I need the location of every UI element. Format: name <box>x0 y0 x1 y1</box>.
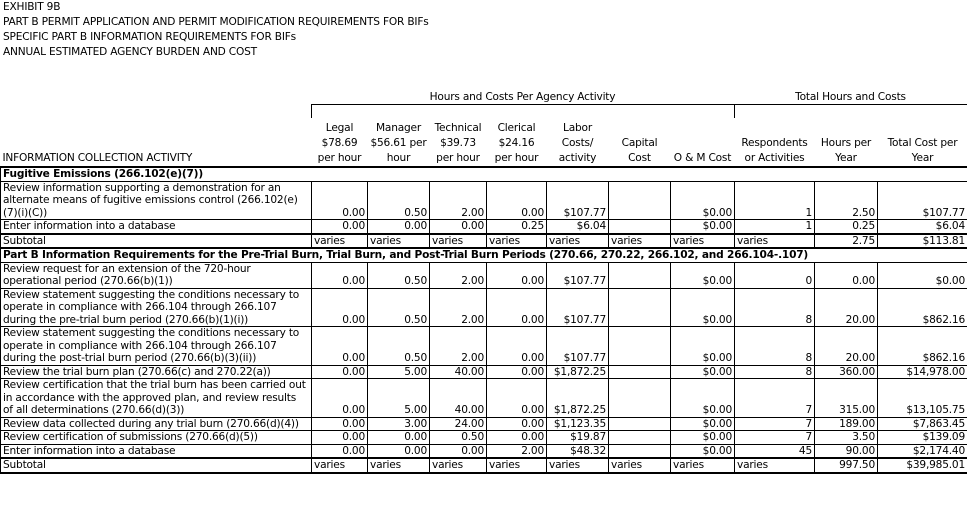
om-cell: $0.00 <box>671 288 735 327</box>
labor-cell: $1,872.25 <box>547 365 609 379</box>
subtotal-technical-cell: varies <box>430 234 487 249</box>
labor-cell: $107.77 <box>547 327 609 366</box>
activity-cell: Enter information into a database <box>1 220 312 234</box>
total-cell: $2,174.40 <box>878 444 967 458</box>
clerical-cell: 0.00 <box>487 431 547 445</box>
total-cell: $139.09 <box>878 431 967 445</box>
activity-cell: Review data collected during any trial burn (270.66(d)(4)) <box>1 417 312 431</box>
subtotal-label: Subtotal <box>1 458 312 473</box>
doc-caption: ANNUAL ESTIMATED AGENCY BURDEN AND COST <box>3 46 257 58</box>
respondents-cell: 7 <box>735 431 815 445</box>
manager-cell: 0.00 <box>368 431 430 445</box>
legal-cell: 0.00 <box>312 379 368 418</box>
burden-table <box>0 120 967 474</box>
technical-cell: 2.00 <box>430 288 487 327</box>
hours-cell: 20.00 <box>815 288 878 327</box>
subtotal-legal-cell: varies <box>312 458 368 473</box>
hours-cell: 0.00 <box>815 262 878 288</box>
total-cell: $6.04 <box>878 220 967 234</box>
manager-cell: 0.00 <box>368 444 430 458</box>
col-legal: Legal $78.69 per hour <box>317 122 362 164</box>
clerical-cell: 0.00 <box>487 262 547 288</box>
labor-cell: $107.77 <box>547 262 609 288</box>
subtotal-clerical-cell: varies <box>487 234 547 249</box>
activity-cell: Review information supporting a demonstration for an alternate means of fugitive emissions control (266.102(e)(7)(i)(C)) <box>1 181 312 220</box>
hours-cell: 0.25 <box>815 220 878 234</box>
technical-cell: 0.00 <box>430 220 487 234</box>
document-titles <box>3 0 429 60</box>
manager-cell: 0.50 <box>368 327 430 366</box>
table-body <box>1 167 967 473</box>
activity-cell: Review statement suggesting the conditions necessary to operate in compliance with 266.104 through 266.107 during the post-trial burn period (270.66(b)(3)(ii)) <box>1 327 312 366</box>
col-activity: INFORMATION COLLECTION ACTIVITY <box>2 152 193 164</box>
activity-cell: Enter information into a database <box>1 444 312 458</box>
labor-cell: $6.04 <box>547 220 609 234</box>
respondents-cell: 45 <box>735 444 815 458</box>
col-hours: Hours per Year <box>820 137 872 164</box>
subtotal-row <box>1 234 967 249</box>
technical-cell: 0.50 <box>430 431 487 445</box>
labor-cell: $1,872.25 <box>547 379 609 418</box>
clerical-cell: 0.00 <box>487 379 547 418</box>
legal-cell: 0.00 <box>312 262 368 288</box>
respondents-cell: 7 <box>735 379 815 418</box>
col-technical: Technical $39.73 per hour <box>434 122 482 164</box>
manager-cell: 5.00 <box>368 379 430 418</box>
subtotal-row <box>1 458 967 473</box>
capital-cell <box>609 288 671 327</box>
col-respondents: Respondents or Activities <box>741 137 808 164</box>
section-title: Fugitive Emissions (266.102(e)(7)) <box>1 167 967 181</box>
manager-cell: 0.50 <box>368 262 430 288</box>
table-row <box>1 444 967 458</box>
col-capital: Capital Cost <box>621 137 658 164</box>
labor-cell: $107.77 <box>547 288 609 327</box>
subtotal-respondents-cell: varies <box>735 234 815 249</box>
capital-cell <box>609 444 671 458</box>
col-om: O & M Cost <box>673 152 732 164</box>
subtotal-legal-cell: varies <box>312 234 368 249</box>
table-row <box>1 262 967 288</box>
manager-cell: 0.50 <box>368 288 430 327</box>
group-bracket-agency <box>311 104 735 118</box>
om-cell: $0.00 <box>671 431 735 445</box>
subtotal-labor-cell: varies <box>547 234 609 249</box>
capital-cell <box>609 262 671 288</box>
respondents-cell: 8 <box>735 288 815 327</box>
respondents-cell: 8 <box>735 365 815 379</box>
table-row <box>1 181 967 220</box>
respondents-cell: 8 <box>735 327 815 366</box>
clerical-cell: 0.00 <box>487 327 547 366</box>
total-cell: $862.16 <box>878 327 967 366</box>
legal-cell: 0.00 <box>312 365 368 379</box>
manager-cell: 3.00 <box>368 417 430 431</box>
subtotal-total-cell: $39,985.01 <box>878 458 967 473</box>
col-clerical: Clerical $24.16 per hour <box>494 122 539 164</box>
labor-cell: $19.87 <box>547 431 609 445</box>
subtotal-om-cell: varies <box>671 234 735 249</box>
group-header-total: Total Hours and Costs <box>795 91 906 103</box>
total-cell: $862.16 <box>878 288 967 327</box>
subtotal-technical-cell: varies <box>430 458 487 473</box>
clerical-cell: 0.00 <box>487 365 547 379</box>
total-cell: $13,105.75 <box>878 379 967 418</box>
technical-cell: 2.00 <box>430 262 487 288</box>
clerical-cell: 0.00 <box>487 417 547 431</box>
column-header-row <box>1 120 967 167</box>
legal-cell: 0.00 <box>312 444 368 458</box>
manager-cell: 5.00 <box>368 365 430 379</box>
respondents-cell: 1 <box>735 220 815 234</box>
om-cell: $0.00 <box>671 327 735 366</box>
capital-cell <box>609 379 671 418</box>
labor-cell: $48.32 <box>547 444 609 458</box>
section-title: Part B Information Requirements for the Pre-Trial Burn, Trial Burn, and Post-Trial Burn Periods (270.66, 270.22, 266.102, and 266.104-.107) <box>1 248 967 262</box>
hours-cell: 20.00 <box>815 327 878 366</box>
subtotal-label: Subtotal <box>1 234 312 249</box>
group-bracket-total <box>734 104 967 118</box>
table-row <box>1 288 967 327</box>
clerical-cell: 2.00 <box>487 444 547 458</box>
clerical-cell: 0.25 <box>487 220 547 234</box>
section-header-row <box>1 248 967 262</box>
subtotal-labor-cell: varies <box>547 458 609 473</box>
technical-cell: 0.00 <box>430 444 487 458</box>
om-cell: $0.00 <box>671 417 735 431</box>
subtotal-total-cell: $113.81 <box>878 234 967 249</box>
legal-cell: 0.00 <box>312 220 368 234</box>
total-cell: $107.77 <box>878 181 967 220</box>
labor-cell: $107.77 <box>547 181 609 220</box>
capital-cell <box>609 431 671 445</box>
technical-cell: 2.00 <box>430 181 487 220</box>
doc-subtitle: SPECIFIC PART B INFORMATION REQUIREMENTS FOR BIFs <box>3 31 296 43</box>
legal-cell: 0.00 <box>312 431 368 445</box>
om-cell: $0.00 <box>671 262 735 288</box>
technical-cell: 40.00 <box>430 379 487 418</box>
activity-cell: Review certification that the trial burn has been carried out in accordance with the approved plan, and review results of all determinations (270.66(d)(3)) <box>1 379 312 418</box>
legal-cell: 0.00 <box>312 181 368 220</box>
group-header-agency: Hours and Costs Per Agency Activity <box>429 91 616 103</box>
table-row <box>1 220 967 234</box>
hours-cell: 315.00 <box>815 379 878 418</box>
activity-cell: Review certification of submissions (270.66(d)(5)) <box>1 431 312 445</box>
subtotal-capital-cell: varies <box>609 234 671 249</box>
col-labor: Labor Costs/ activity <box>558 122 597 164</box>
manager-cell: 0.00 <box>368 220 430 234</box>
capital-cell <box>609 220 671 234</box>
total-cell: $7,863.45 <box>878 417 967 431</box>
col-manager: Manager $56.61 per hour <box>370 122 427 164</box>
hours-cell: 90.00 <box>815 444 878 458</box>
activity-cell: Review request for an extension of the 720-hour operational period (270.66(b)(1)) <box>1 262 312 288</box>
subtotal-hours-cell: 2.75 <box>815 234 878 249</box>
labor-cell: $1,123.35 <box>547 417 609 431</box>
subtotal-capital-cell: varies <box>609 458 671 473</box>
capital-cell <box>609 181 671 220</box>
activity-cell: Review statement suggesting the conditions necessary to operate in compliance with 266.104 through 266.107 during the pre-trial burn period (270.66(b)(1)(i)) <box>1 288 312 327</box>
legal-cell: 0.00 <box>312 417 368 431</box>
om-cell: $0.00 <box>671 365 735 379</box>
om-cell: $0.00 <box>671 181 735 220</box>
subtotal-hours-cell: 997.50 <box>815 458 878 473</box>
manager-cell: 0.50 <box>368 181 430 220</box>
technical-cell: 2.00 <box>430 327 487 366</box>
om-cell: $0.00 <box>671 444 735 458</box>
om-cell: $0.00 <box>671 379 735 418</box>
table-row <box>1 327 967 366</box>
table-row <box>1 379 967 418</box>
respondents-cell: 7 <box>735 417 815 431</box>
total-cell: $14,978.00 <box>878 365 967 379</box>
activity-cell: Review the trial burn plan (270.66(c) and 270.22(a)) <box>1 365 312 379</box>
total-cell: $0.00 <box>878 262 967 288</box>
om-cell: $0.00 <box>671 220 735 234</box>
respondents-cell: 0 <box>735 262 815 288</box>
legal-cell: 0.00 <box>312 327 368 366</box>
capital-cell <box>609 365 671 379</box>
table-row <box>1 417 967 431</box>
subtotal-manager-cell: varies <box>368 234 430 249</box>
subtotal-clerical-cell: varies <box>487 458 547 473</box>
capital-cell <box>609 417 671 431</box>
capital-cell <box>609 327 671 366</box>
section-header-row <box>1 167 967 181</box>
subtotal-om-cell: varies <box>671 458 735 473</box>
respondents-cell: 1 <box>735 181 815 220</box>
clerical-cell: 0.00 <box>487 181 547 220</box>
hours-cell: 3.50 <box>815 431 878 445</box>
hours-cell: 2.50 <box>815 181 878 220</box>
technical-cell: 24.00 <box>430 417 487 431</box>
hours-cell: 189.00 <box>815 417 878 431</box>
technical-cell: 40.00 <box>430 365 487 379</box>
subtotal-manager-cell: varies <box>368 458 430 473</box>
hours-cell: 360.00 <box>815 365 878 379</box>
table-row <box>1 365 967 379</box>
subtotal-respondents-cell: varies <box>735 458 815 473</box>
exhibit-title: EXHIBIT 9B <box>3 1 61 13</box>
clerical-cell: 0.00 <box>487 288 547 327</box>
col-total-cost: Total Cost per Year <box>887 137 958 164</box>
doc-title: PART B PERMIT APPLICATION AND PERMIT MODIFICATION REQUIREMENTS FOR BIFs <box>3 16 429 28</box>
table-row <box>1 431 967 445</box>
legal-cell: 0.00 <box>312 288 368 327</box>
